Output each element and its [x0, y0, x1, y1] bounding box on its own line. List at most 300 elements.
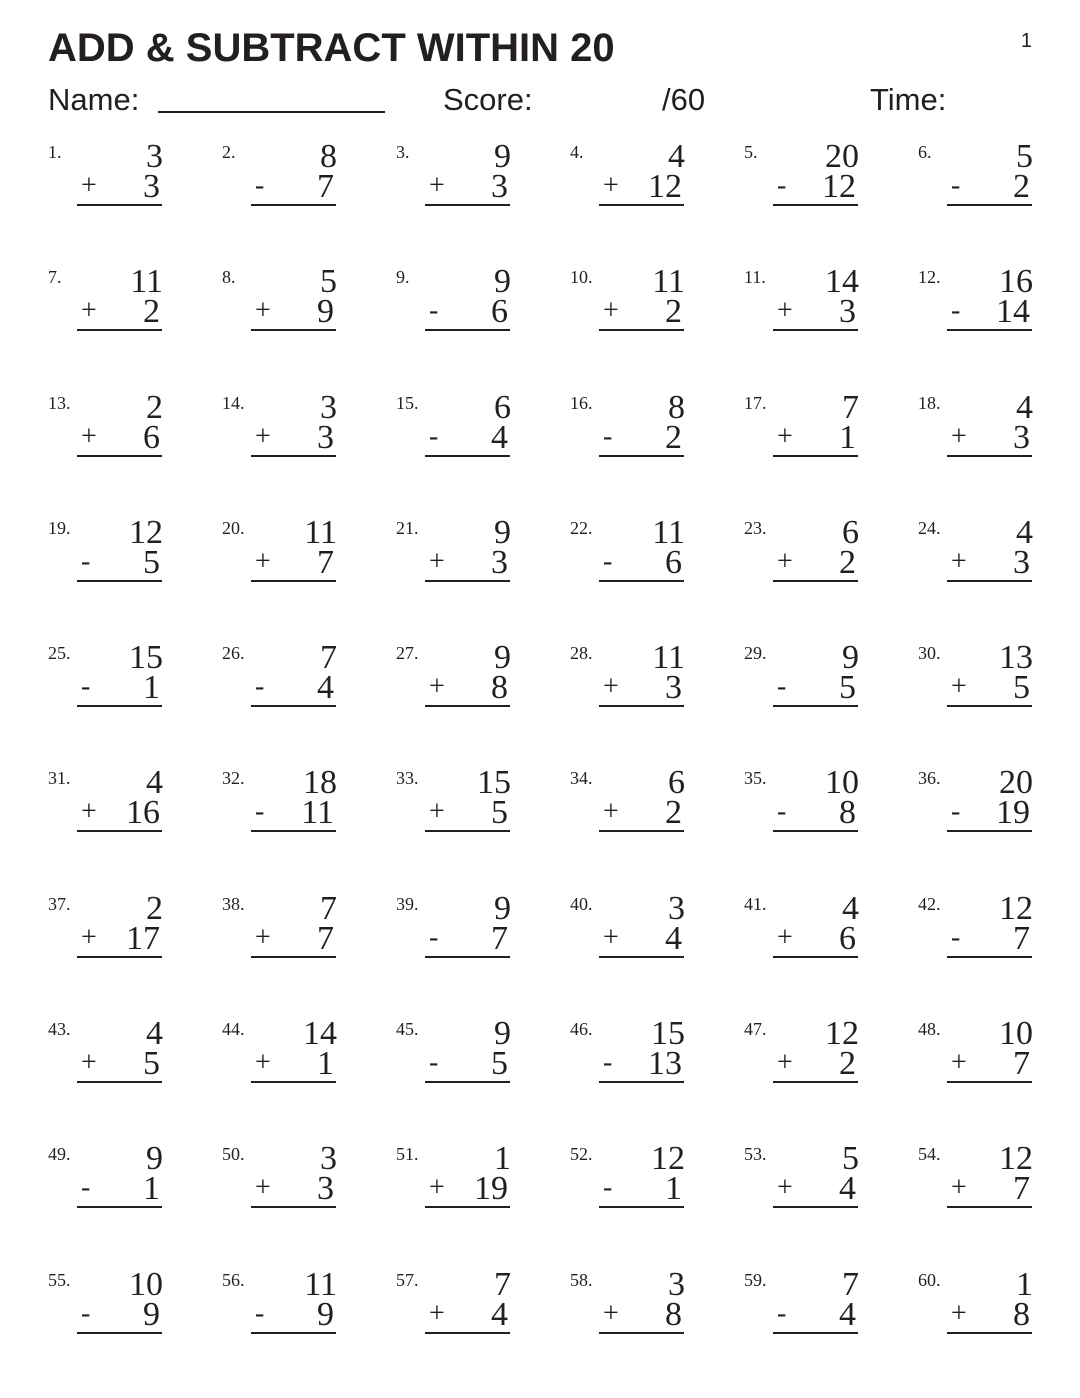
top-operand: 9	[146, 1140, 163, 1178]
top-operand: 16	[999, 263, 1033, 301]
top-operand: 1	[494, 1140, 511, 1178]
answer-line	[599, 295, 684, 331]
bottom-operand: 8	[839, 794, 856, 832]
problem-item	[46, 1265, 220, 1393]
problem-item	[220, 388, 394, 516]
answer-line	[773, 1047, 858, 1083]
top-operand: 11	[652, 513, 685, 551]
bottom-operand: 5	[839, 669, 856, 707]
operator-sign: +	[603, 671, 619, 703]
top-operand: 4	[668, 138, 685, 175]
problem-number: 34.	[570, 768, 593, 789]
problem-number: 51.	[396, 1144, 419, 1165]
problem-item	[394, 513, 568, 641]
operator-sign: -	[777, 1297, 787, 1329]
name-field[interactable]	[158, 111, 385, 113]
top-operand: 11	[652, 263, 685, 301]
answer-line	[77, 543, 162, 582]
bottom-operand: 3	[143, 168, 160, 205]
bottom-operand: 2	[143, 293, 160, 331]
problem-number: 44.	[222, 1019, 245, 1040]
problem-item	[46, 140, 220, 265]
operator-sign: +	[429, 1172, 445, 1204]
operator-sign: -	[603, 1172, 613, 1204]
answer-line	[77, 295, 162, 331]
operator-sign: -	[777, 671, 787, 703]
problem-item	[568, 1265, 742, 1393]
problem-number: 31.	[48, 768, 71, 789]
operator-sign: -	[255, 671, 265, 703]
problem-number: 38.	[222, 893, 245, 914]
bottom-operand: 12	[822, 168, 856, 205]
answer-line	[251, 919, 336, 958]
bottom-operand: 2	[665, 293, 682, 331]
bottom-operand: 1	[143, 669, 160, 707]
bottom-operand: 3	[839, 293, 856, 331]
bottom-operand: 14	[996, 293, 1030, 331]
bottom-operand: 12	[648, 168, 682, 205]
top-operand: 9	[494, 889, 511, 927]
top-operand: 9	[494, 138, 511, 175]
operator-sign: +	[603, 921, 619, 953]
operator-sign: -	[951, 170, 961, 201]
answer-line	[599, 919, 684, 958]
bottom-operand: 8	[491, 669, 508, 707]
top-operand: 12	[999, 889, 1033, 927]
answer-line	[251, 796, 336, 832]
problem-item	[916, 388, 1080, 516]
problem-item	[46, 513, 220, 641]
problem-number: 13.	[48, 392, 71, 413]
problem-number: 37.	[48, 893, 71, 914]
operator-sign: -	[255, 170, 265, 201]
answer-line	[425, 796, 510, 832]
top-operand: 6	[842, 513, 859, 551]
bottom-operand: 7	[317, 919, 334, 957]
problem-number: 50.	[222, 1144, 245, 1165]
answer-line	[77, 1047, 162, 1083]
problem-item	[568, 513, 742, 641]
answer-line	[251, 1172, 336, 1208]
operator-sign: +	[777, 420, 793, 452]
problem-item	[916, 140, 1080, 265]
problem-item	[220, 140, 394, 265]
answer-line	[77, 1172, 162, 1208]
problem-item	[46, 1142, 220, 1267]
top-operand: 4	[842, 889, 859, 927]
operator-sign: -	[951, 921, 961, 953]
top-operand: 12	[129, 513, 163, 551]
top-operand: 9	[494, 513, 511, 551]
operator-sign: +	[951, 420, 967, 452]
problem-item	[394, 388, 568, 516]
operator-sign: +	[429, 796, 445, 828]
bottom-operand: 3	[491, 543, 508, 581]
problem-number: 45.	[396, 1019, 419, 1040]
operator-sign: +	[951, 545, 967, 577]
top-operand: 7	[842, 1265, 859, 1303]
problem-number: 53.	[744, 1144, 767, 1165]
operator-sign: -	[429, 295, 439, 327]
operator-sign: +	[429, 545, 445, 577]
bottom-operand: 6	[491, 293, 508, 331]
answer-line	[425, 919, 510, 958]
worksheet-title: ADD & SUBTRACT WITHIN 20	[48, 26, 615, 70]
problem-item	[916, 641, 1080, 766]
operator-sign: -	[429, 420, 439, 452]
answer-line	[947, 170, 1032, 206]
answer-line	[77, 170, 162, 206]
top-operand: 6	[494, 388, 511, 426]
bottom-operand: 17	[126, 919, 160, 957]
problem-item	[568, 265, 742, 390]
bottom-operand: 11	[301, 794, 334, 832]
problem-item	[394, 1142, 568, 1267]
problem-number: 42.	[918, 893, 941, 914]
operator-sign: +	[81, 295, 97, 327]
problem-number: 52.	[570, 1144, 593, 1165]
name-label: Name:	[48, 82, 140, 117]
bottom-operand: 7	[317, 168, 334, 205]
operator-sign: -	[255, 1297, 265, 1329]
operator-sign: +	[951, 1047, 967, 1079]
problem-item	[742, 1265, 916, 1393]
answer-line	[425, 295, 510, 331]
answer-line	[599, 1047, 684, 1083]
operator-sign: +	[81, 1047, 97, 1079]
answer-line	[251, 671, 336, 707]
problem-number: 55.	[48, 1269, 71, 1290]
top-operand: 9	[494, 1015, 511, 1053]
bottom-operand: 6	[839, 919, 856, 957]
answer-line	[425, 1172, 510, 1208]
top-operand: 5	[1016, 138, 1033, 175]
top-operand: 12	[999, 1140, 1033, 1178]
top-operand: 10	[825, 764, 859, 802]
bottom-operand: 4	[839, 1295, 856, 1333]
answer-line	[773, 170, 858, 206]
operator-sign: +	[603, 1297, 619, 1329]
bottom-operand: 5	[491, 794, 508, 832]
problem-item	[916, 889, 1080, 1017]
operator-sign: +	[603, 170, 619, 201]
problem-number: 36.	[918, 768, 941, 789]
problem-item	[46, 889, 220, 1017]
answer-line	[773, 418, 858, 457]
problem-number: 30.	[918, 643, 941, 664]
bottom-operand: 7	[1013, 1170, 1030, 1208]
top-operand: 14	[303, 1015, 337, 1053]
bottom-operand: 1	[143, 1170, 160, 1208]
answer-line	[77, 418, 162, 457]
bottom-operand: 3	[1013, 543, 1030, 581]
problem-item	[916, 513, 1080, 641]
operator-sign: -	[777, 796, 787, 828]
problem-number: 18.	[918, 392, 941, 413]
problem-item	[46, 265, 220, 390]
operator-sign: +	[255, 420, 271, 452]
problem-number: 5.	[744, 142, 758, 162]
problem-number: 27.	[396, 643, 419, 664]
problem-number: 10.	[570, 267, 593, 288]
bottom-operand: 7	[317, 543, 334, 581]
operator-sign: +	[777, 1172, 793, 1204]
problem-number: 43.	[48, 1019, 71, 1040]
problem-item	[916, 1265, 1080, 1393]
problem-number: 3.	[396, 142, 410, 162]
bottom-operand: 2	[839, 543, 856, 581]
answer-line	[773, 543, 858, 582]
bottom-operand: 9	[143, 1295, 160, 1333]
answer-line	[947, 796, 1032, 832]
problem-item	[394, 1265, 568, 1393]
problem-item	[742, 766, 916, 891]
top-operand: 15	[477, 764, 511, 802]
top-operand: 18	[303, 764, 337, 802]
score-total: /60	[662, 82, 706, 117]
problem-number: 48.	[918, 1019, 941, 1040]
top-operand: 3	[668, 889, 685, 927]
problem-number: 4.	[570, 142, 584, 162]
top-operand: 9	[494, 639, 511, 677]
top-operand: 20	[825, 138, 859, 175]
top-operand: 7	[842, 388, 859, 426]
problem-item	[394, 889, 568, 1017]
answer-line	[599, 1295, 684, 1334]
problem-item	[916, 1142, 1080, 1267]
top-operand: 7	[320, 639, 337, 677]
top-operand: 5	[842, 1140, 859, 1178]
bottom-operand: 4	[491, 1295, 508, 1333]
answer-line	[251, 1295, 336, 1334]
answer-line	[599, 1172, 684, 1208]
problem-number: 35.	[744, 768, 767, 789]
problem-number: 54.	[918, 1144, 941, 1165]
operator-sign: -	[429, 1047, 439, 1079]
bottom-operand: 5	[491, 1045, 508, 1083]
bottom-operand: 1	[317, 1045, 334, 1083]
operator-sign: +	[255, 1172, 271, 1204]
problem-number: 2.	[222, 142, 236, 162]
operator-sign: +	[429, 671, 445, 703]
problem-item	[742, 265, 916, 390]
answer-line	[599, 543, 684, 582]
bottom-operand: 7	[1013, 1045, 1030, 1083]
top-operand: 9	[494, 263, 511, 301]
top-operand: 8	[668, 388, 685, 426]
operator-sign: -	[951, 295, 961, 327]
problem-number: 40.	[570, 893, 593, 914]
top-operand: 7	[494, 1265, 511, 1303]
bottom-operand: 3	[491, 168, 508, 205]
operator-sign: -	[429, 921, 439, 953]
answer-line	[251, 1047, 336, 1083]
top-operand: 3	[146, 138, 163, 175]
operator-sign: +	[951, 1172, 967, 1204]
answer-line	[251, 295, 336, 331]
problem-number: 15.	[396, 392, 419, 413]
bottom-operand: 2	[839, 1045, 856, 1083]
problem-number: 19.	[48, 517, 71, 538]
operator-sign: -	[603, 545, 613, 577]
problem-item	[394, 1017, 568, 1142]
operator-sign: +	[777, 921, 793, 953]
operator-sign: +	[777, 1047, 793, 1079]
answer-line	[77, 671, 162, 707]
top-operand: 10	[999, 1015, 1033, 1053]
problem-number: 11.	[744, 267, 766, 288]
problem-item	[916, 1017, 1080, 1142]
answer-line	[773, 671, 858, 707]
problem-number: 26.	[222, 643, 245, 664]
problem-item	[220, 513, 394, 641]
problem-number: 33.	[396, 768, 419, 789]
problem-item	[220, 766, 394, 891]
answer-line	[947, 543, 1032, 582]
top-operand: 7	[320, 889, 337, 927]
operator-sign: +	[777, 545, 793, 577]
problem-item	[568, 641, 742, 766]
operator-sign: -	[603, 1047, 613, 1079]
bottom-operand: 4	[665, 919, 682, 957]
operator-sign: +	[255, 295, 271, 327]
top-operand: 11	[130, 263, 163, 301]
operator-sign: -	[81, 671, 91, 703]
bottom-operand: 8	[1013, 1295, 1030, 1333]
problem-item	[568, 889, 742, 1017]
problem-number: 28.	[570, 643, 593, 664]
bottom-operand: 6	[143, 418, 160, 456]
operator-sign: +	[777, 295, 793, 327]
problem-number: 46.	[570, 1019, 593, 1040]
problem-number: 57.	[396, 1269, 419, 1290]
answer-line	[425, 543, 510, 582]
operator-sign: -	[81, 545, 91, 577]
operator-sign: +	[429, 1297, 445, 1329]
answer-line	[773, 295, 858, 331]
problem-item	[220, 265, 394, 390]
problem-number: 24.	[918, 517, 941, 538]
top-operand: 15	[651, 1015, 685, 1053]
bottom-operand: 5	[143, 1045, 160, 1083]
time-label: Time:	[870, 82, 947, 117]
answer-line	[425, 1295, 510, 1334]
answer-line	[599, 170, 684, 206]
answer-line	[947, 418, 1032, 457]
answer-line	[425, 170, 510, 206]
top-operand: 8	[320, 138, 337, 175]
operator-sign: +	[81, 170, 97, 201]
problem-item	[916, 766, 1080, 891]
problem-item	[220, 641, 394, 766]
bottom-operand: 2	[665, 418, 682, 456]
problem-item	[568, 766, 742, 891]
problem-item	[220, 1017, 394, 1142]
problem-item	[568, 388, 742, 516]
top-operand: 1	[1016, 1265, 1033, 1303]
problem-number: 41.	[744, 893, 767, 914]
problem-item	[742, 513, 916, 641]
problem-number: 49.	[48, 1144, 71, 1165]
top-operand: 4	[1016, 513, 1033, 551]
problem-item	[568, 1142, 742, 1267]
top-operand: 2	[146, 388, 163, 426]
bottom-operand: 7	[1013, 919, 1030, 957]
answer-line	[251, 170, 336, 206]
answer-line	[77, 796, 162, 832]
problem-item	[742, 1017, 916, 1142]
answer-line	[947, 671, 1032, 707]
problem-number: 21.	[396, 517, 419, 538]
operator-sign: +	[429, 170, 445, 201]
answer-line	[251, 543, 336, 582]
top-operand: 3	[320, 1140, 337, 1178]
answer-line	[425, 1047, 510, 1083]
operator-sign: +	[255, 1047, 271, 1079]
bottom-operand: 2	[1013, 168, 1030, 205]
bottom-operand: 19	[474, 1170, 508, 1208]
answer-line	[947, 1172, 1032, 1208]
answer-line	[773, 796, 858, 832]
operator-sign: +	[951, 1297, 967, 1329]
page-number: 1	[1020, 30, 1032, 52]
bottom-operand: 5	[143, 543, 160, 581]
problem-number: 25.	[48, 643, 71, 664]
bottom-operand: 1	[839, 418, 856, 456]
operator-sign: +	[603, 295, 619, 327]
operator-sign: -	[951, 796, 961, 828]
problem-item	[220, 1265, 394, 1393]
problem-number: 8.	[222, 267, 236, 288]
bottom-operand: 3	[317, 1170, 334, 1208]
top-operand: 2	[146, 889, 163, 927]
problem-item	[220, 889, 394, 1017]
operator-sign: +	[603, 796, 619, 828]
answer-line	[251, 418, 336, 457]
problem-number: 22.	[570, 517, 593, 538]
operator-sign: +	[255, 921, 271, 953]
top-operand: 5	[320, 263, 337, 301]
problem-item	[394, 265, 568, 390]
top-operand: 3	[320, 388, 337, 426]
answer-line	[773, 1172, 858, 1208]
answer-line	[599, 671, 684, 707]
bottom-operand: 4	[839, 1170, 856, 1208]
bottom-operand: 3	[665, 669, 682, 707]
problem-number: 29.	[744, 643, 767, 664]
answer-line	[77, 1295, 162, 1334]
answer-line	[947, 295, 1032, 331]
problem-item	[742, 641, 916, 766]
problem-item	[394, 140, 568, 265]
problem-number: 17.	[744, 392, 767, 413]
answer-line	[599, 796, 684, 832]
top-operand: 11	[304, 513, 337, 551]
top-operand: 15	[129, 639, 163, 677]
problem-number: 7.	[48, 267, 62, 288]
problem-number: 12.	[918, 267, 941, 288]
problem-item	[742, 889, 916, 1017]
problem-number: 20.	[222, 517, 245, 538]
top-operand: 3	[668, 1265, 685, 1303]
problem-item	[394, 766, 568, 891]
problem-grid	[46, 140, 1036, 1390]
score-label: Score:	[443, 82, 533, 117]
bottom-operand: 4	[491, 418, 508, 456]
problem-number: 9.	[396, 267, 410, 288]
problem-number: 59.	[744, 1269, 767, 1290]
top-operand: 11	[652, 639, 685, 677]
